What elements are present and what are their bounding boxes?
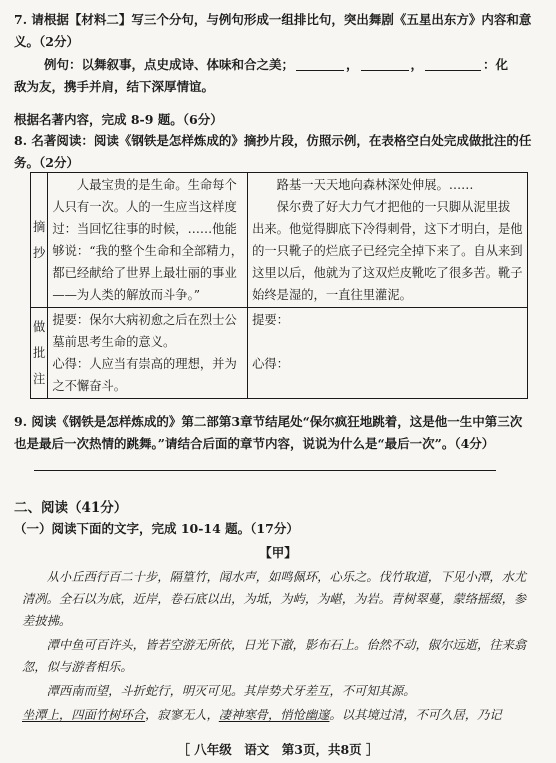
excerpt-example: 人最宝贵的是生命。生命每个 人只有一次。人的一生应当这样度 过：当回忆往事的时候，……他能 够说：“我的整个生命和全部精力， 都已经献给了世界上最壮丽的事业 ——为人类的解放而斗争。” (48, 173, 248, 308)
excerpt-task: 路基一天天地向森林深处伸展。…… 保尔费了好大力气才把他的一只脚从泥里拔 出来。他觉得脚底下冷得刺骨，这下才明白，是他 的一只靴子的烂底子已经完全掉下来了。自从来到 这里以后，他就为了这双烂皮靴吃了很多苦。靴子 始终是湿的，一直往里灌泥。 (248, 173, 528, 308)
q7-line2: 义。（2分） (14, 34, 79, 49)
q9-line1: 9. 阅读《钢铁是怎样炼成的》第二部第3章节结尾处“保尔疯狂地跳着，这是他一生中第三次 (14, 414, 523, 429)
q9-answer-line[interactable] (34, 470, 496, 471)
page-footer: ［ 八年级 语文 第3页，共8页 ］ (177, 742, 379, 757)
q7-sep-2: ， (410, 57, 424, 72)
passage-p1-line3: 差披拂。 (22, 614, 72, 628)
answer-xinde-label: 心得： (252, 357, 289, 371)
q7-example-end: ：化 (483, 57, 509, 72)
table-row-excerpt (31, 173, 528, 308)
q8-line1: 8. 名著阅读：阅读《钢铁是怎样炼成的》摘抄片段，仿照示例，在表格空白处完成做批注的任 (14, 133, 532, 148)
passage-p1-line1: 从小丘西行百二十步，隔篁竹，闻水声，如鸣佩环，心乐之。伐竹取道，下见小潭，水尤 (22, 570, 527, 584)
passage-label: 【甲】 (259, 545, 297, 560)
passage-p4: 坐潭上，四面竹树环合，寂寥无人，凄神寒骨，悄怆幽邃。以其境过清，不可久居，乃记 (22, 708, 502, 722)
underlined-phrase-2: 凄神寒骨，悄怆幽邃 (218, 708, 330, 722)
q7-example (44, 57, 542, 73)
q8-line2: 务。（2分） (14, 155, 79, 170)
part2-subtitle: （一）阅读下面的文字，完成 10-14 题。（17分） (14, 521, 299, 536)
q7-example-line2: 敌为友，携手并肩，结下深厚情谊。 (14, 79, 215, 94)
passage-p2-line2: 忽，似与游者相乐。 (22, 660, 133, 674)
row-label-excerpt: 摘 抄 (31, 173, 48, 308)
annotation-table (30, 172, 528, 399)
part2-title: 二、阅读（41分） (14, 500, 128, 516)
section-note: 根据名著内容，完成 8-9 题。（6分） (14, 112, 223, 127)
row-label-annotation: 做 批 注 (31, 308, 48, 399)
q9-line2: 也是最后一次热情的跳舞。”请结合后面的章节内容，说说为什么是“最后一次”。（4分） (14, 436, 495, 451)
annotation-example: 提要：保尔大病初愈之后在烈士公 墓前思考生命的意义。 心得：人应当有崇高的理想，并为 之不懈奋斗。 (48, 308, 248, 399)
q7-blank-1[interactable] (296, 58, 344, 71)
q7-blank-3[interactable] (425, 58, 481, 71)
passage-p3: 潭西南而望，斗折蛇行，明灭可见。其岸势犬牙差互，不可知其源。 (22, 684, 416, 698)
q7-line1: 7. 请根据【材料二】写三个分句，与例句形成一组排比句，突出舞剧《五星出东方》内容和意 (14, 12, 532, 27)
underlined-phrase-1: 坐潭上，四面竹树环合 (22, 708, 145, 722)
answer-tiyao-label: 提要： (252, 313, 289, 327)
q7-blank-2[interactable] (361, 58, 409, 71)
q7-sep-1: ， (346, 57, 359, 72)
q7-example-prefix: 例句：以舞叙事，点史成诗、体味和合之美； (44, 57, 295, 72)
annotation-answer-cell[interactable] (248, 308, 528, 399)
passage-p2-line1: 潭中鱼可百许头，皆若空游无所依，日光下澈，影布石上。佁然不动，俶尔远逝，往来翕 (22, 638, 527, 652)
table-row-annotation (31, 308, 528, 399)
passage-p1-line2: 清冽。全石以为底，近岸，卷石底以出，为坻，为屿，为嵁，为岩。青树翠蔓，蒙络摇缀，参 (22, 592, 527, 606)
